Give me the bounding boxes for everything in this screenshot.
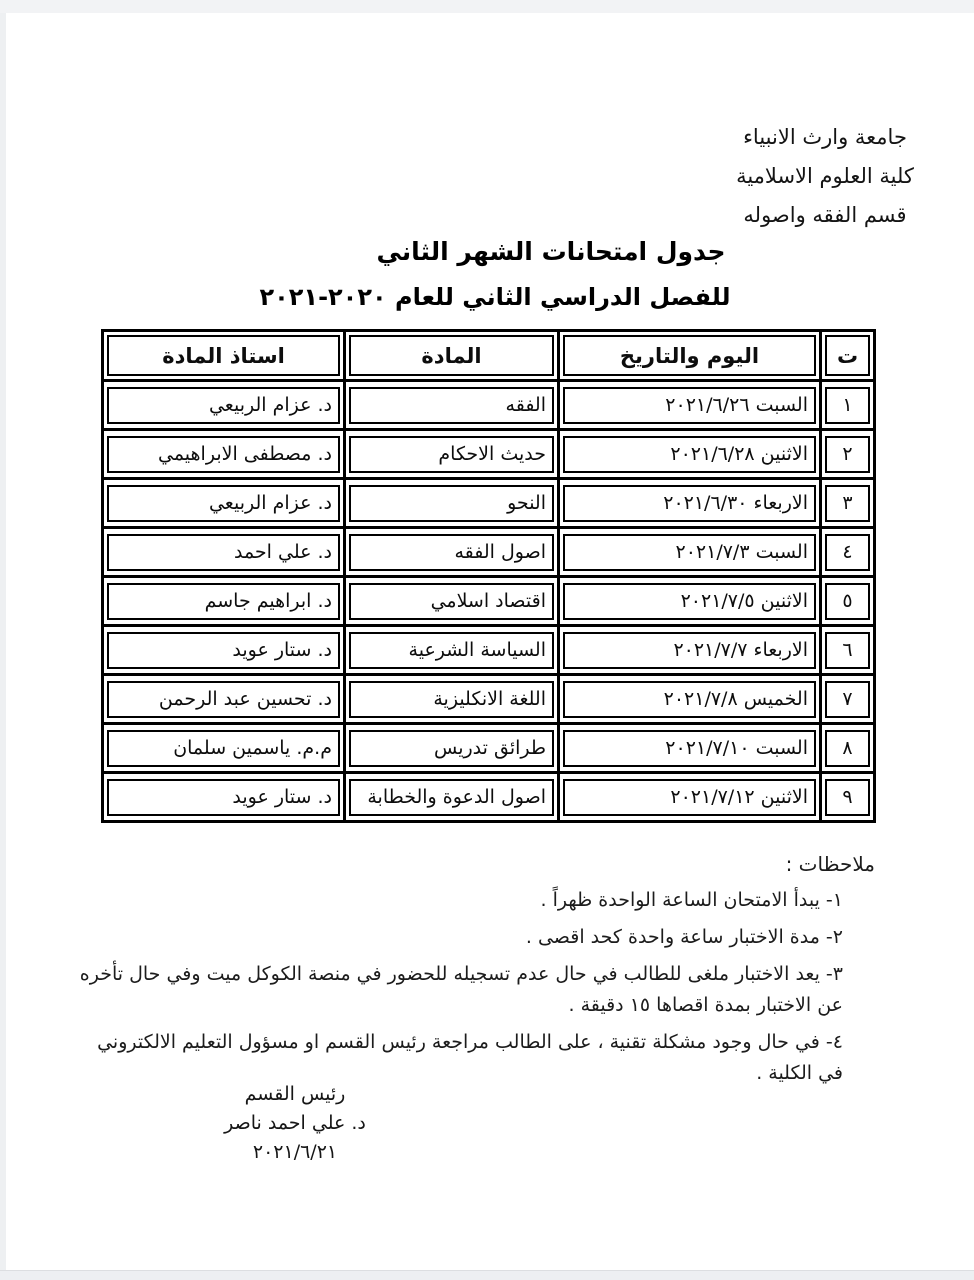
row-number: ٨ <box>825 730 870 767</box>
letterhead <box>705 118 945 235</box>
row-number: ٢ <box>825 436 870 473</box>
table-row <box>103 577 875 626</box>
table-row <box>103 479 875 528</box>
subject-cell: اقتصاد اسلامي <box>349 583 554 620</box>
table-row <box>103 626 875 675</box>
college-name: كلية العلوم الاسلامية <box>736 164 914 188</box>
column-header-subject: المادة <box>349 335 554 376</box>
signer-title: رئيس القسم <box>244 1083 346 1105</box>
teacher-cell: د. ستار عويد <box>107 632 340 669</box>
day-date-cell: الاربعاء ٢٠٢١/٦/٣٠ <box>563 485 816 522</box>
teacher-cell: د. علي احمد <box>107 534 340 571</box>
day-date-cell: السبت ٢٠٢١/٦/٢٦ <box>563 387 816 424</box>
note-item: ٢- مدة الاختبار ساعة واحدة كحد اقصى . <box>525 926 843 948</box>
notes-section <box>75 849 875 1095</box>
teacher-cell: م.م. ياسمين سلمان <box>107 730 340 767</box>
teacher-cell: د. ابراهيم جاسم <box>107 583 340 620</box>
university-name: جامعة وارث الانبياء <box>743 125 907 149</box>
teacher-cell: د. عزام الربيعي <box>107 485 340 522</box>
subject-cell: اصول الفقه <box>349 534 554 571</box>
signer-name: د. علي احمد ناصر <box>224 1112 366 1134</box>
subject-cell: النحو <box>349 485 554 522</box>
day-date-cell: الاثنين ٢٠٢١/٦/٢٨ <box>563 436 816 473</box>
signature-date: ٢٠٢١/٦/٢١ <box>252 1141 338 1163</box>
document-subtitle: للفصل الدراسي الثاني للعام ٢٠٢٠-٢٠٢١ <box>259 283 731 311</box>
row-number: ٥ <box>825 583 870 620</box>
notes-heading: ملاحظات : <box>785 852 875 876</box>
column-header-no: ت <box>825 335 870 376</box>
row-number: ٤ <box>825 534 870 571</box>
table-row <box>103 724 875 773</box>
row-number: ٩ <box>825 779 870 816</box>
day-date-cell: السبت ٢٠٢١/٧/١٠ <box>563 730 816 767</box>
scan-edge-top <box>0 0 974 13</box>
row-number: ٧ <box>825 681 870 718</box>
exam-schedule-table <box>101 329 876 823</box>
teacher-cell: د. تحسين عبد الرحمن <box>107 681 340 718</box>
table-row <box>103 381 875 430</box>
document-title: جدول امتحانات الشهر الثاني <box>376 237 726 266</box>
day-date-cell: الاربعاء ٢٠٢١/٧/٧ <box>563 632 816 669</box>
subject-cell: اللغة الانكليزية <box>349 681 554 718</box>
day-date-cell: السبت ٢٠٢١/٧/٣ <box>563 534 816 571</box>
row-number: ٦ <box>825 632 870 669</box>
teacher-cell: د. ستار عويد <box>107 779 340 816</box>
column-header-teacher: استاذ المادة <box>107 335 340 376</box>
subject-cell: اصول الدعوة والخطابة <box>349 779 554 816</box>
scan-edge-left <box>0 13 6 1280</box>
day-date-cell: الاثنين ٢٠٢١/٧/٥ <box>563 583 816 620</box>
note-item: ١- يبدأ الامتحان الساعة الواحدة ظهراً . <box>540 889 843 911</box>
note-item: ٤- في حال وجود مشكلة تقنية ، على الطالب مراجعة رئيس القسم او مسؤول التعليم الالكتروني في الكلية . <box>97 1031 843 1084</box>
teacher-cell: د. مصطفى الابراهيمي <box>107 436 340 473</box>
table-row <box>103 430 875 479</box>
teacher-cell: د. عزام الربيعي <box>107 387 340 424</box>
day-date-cell: الاثنين ٢٠٢١/٧/١٢ <box>563 779 816 816</box>
day-date-cell: الخميس ٢٠٢١/٧/٨ <box>563 681 816 718</box>
table-header-row <box>103 331 875 381</box>
row-number: ١ <box>825 387 870 424</box>
column-header-day-date: اليوم والتاريخ <box>563 335 816 376</box>
subject-cell: الفقه <box>349 387 554 424</box>
table-row <box>103 773 875 822</box>
department-name: قسم الفقه واصوله <box>743 203 907 227</box>
table-row <box>103 675 875 724</box>
subject-cell: طرائق تدريس <box>349 730 554 767</box>
scan-edge-bottom <box>0 1270 974 1280</box>
note-item: ٣- يعد الاختبار ملغى للطالب في حال عدم تسجيله للحضور في منصة الكوكل ميت وفي حال تأخره عن الاختبار بمدة اقصاها ١٥ دقيقة . <box>79 963 843 1016</box>
row-number: ٣ <box>825 485 870 522</box>
table-row <box>103 528 875 577</box>
signature-block <box>163 1080 427 1167</box>
subject-cell: حديث الاحكام <box>349 436 554 473</box>
subject-cell: السياسة الشرعية <box>349 632 554 669</box>
